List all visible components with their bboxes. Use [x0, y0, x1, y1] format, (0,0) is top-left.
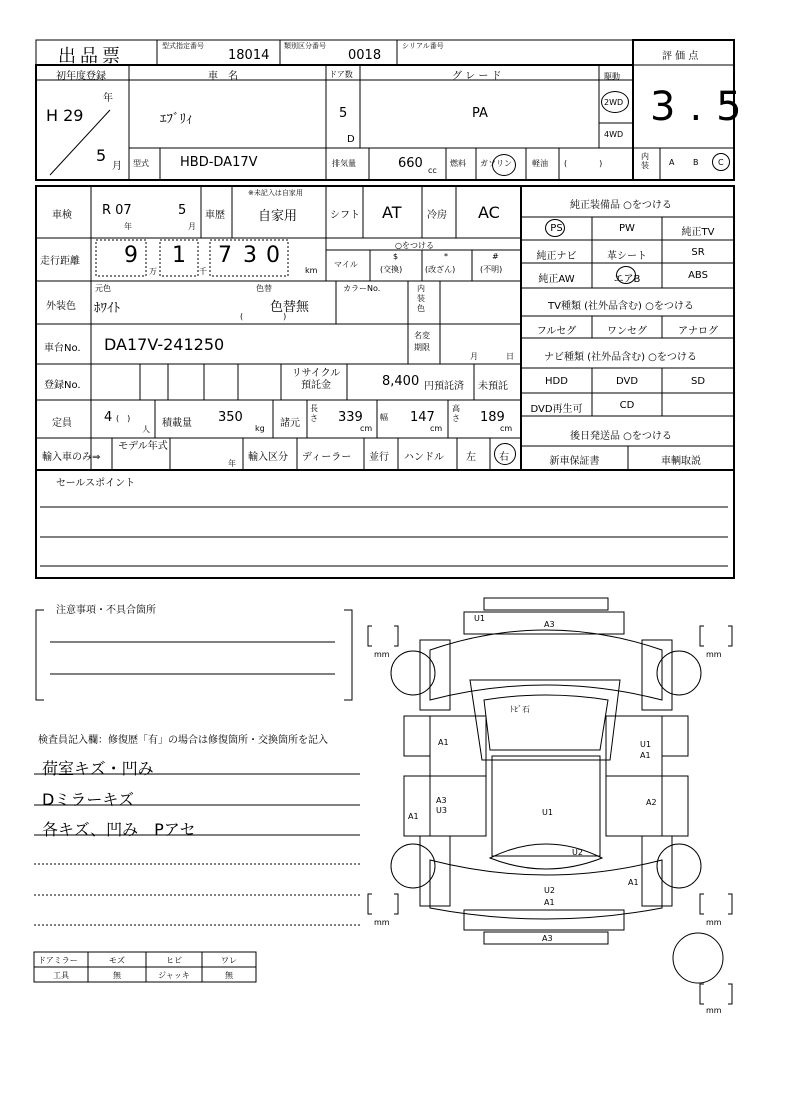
odo-unknown-symbol: # — [492, 252, 499, 261]
tv-fullseg: フルセグ — [536, 326, 577, 337]
crack-label: ヒビ — [166, 956, 182, 965]
damage-mark-10: U1 — [542, 808, 553, 817]
interior-c: C — [718, 158, 724, 167]
ac: AC — [478, 203, 500, 222]
option-ps-circle — [545, 219, 565, 237]
damage-mark-2: A3 — [544, 620, 555, 629]
color-no-label: カラーNo. — [343, 284, 381, 293]
orig-color: ﾎﾜｲﾄ — [94, 301, 120, 316]
odo-swap-label: (交換) — [380, 265, 403, 274]
width-cm: cm — [430, 424, 443, 433]
option-sr: SR — [691, 247, 705, 258]
nav-sd: SD — [690, 376, 706, 387]
doors-label: ドア数 — [329, 70, 353, 79]
damage-mark-3: ﾄﾋﾞ石 — [510, 705, 530, 714]
displacement: 660 — [398, 156, 423, 171]
type: HBD-DA17V — [180, 155, 258, 170]
odo-tamper-symbol: * — [444, 252, 448, 261]
month-unit: 月 — [112, 161, 122, 172]
damage-mark-13: A1 — [628, 878, 639, 887]
chassis-label: 車台No. — [44, 343, 81, 354]
car-name: ｴﾌﾞﾘｨ — [160, 112, 193, 127]
model-year-label: モデル年式 — [118, 441, 168, 452]
grade: PA — [472, 106, 488, 121]
odo-swap-symbol: $ — [393, 252, 399, 261]
fuel-diesel: 軽油 — [532, 159, 548, 168]
inspection-label: 車検 — [52, 210, 72, 221]
option-aw: 純正AW — [538, 274, 575, 285]
odo-unknown-label: (不明) — [480, 265, 503, 274]
mileage-sen: 千 — [199, 267, 207, 276]
drive-2wd-circle — [601, 91, 629, 113]
height: 189 — [480, 410, 505, 425]
displacement-label: 排気量 — [332, 159, 356, 168]
import-type-label: 輸入区分 — [248, 452, 288, 463]
serial-label: シリアル番号 — [402, 42, 444, 50]
doors: 5 — [339, 106, 348, 121]
later-title: 後日発送品 ○をつける — [570, 431, 672, 442]
repaint: 色替無 — [270, 300, 310, 315]
jack-label: ジャッキ — [158, 971, 190, 980]
option-navi: 純正ナビ — [536, 251, 577, 262]
mileage-digit-2: 1 — [172, 243, 186, 268]
rating-label: 評 価 点 — [662, 51, 699, 62]
import-dealer: ディーラー — [302, 452, 352, 463]
insp-month-unit: 月 — [188, 222, 196, 231]
handle-right: 右 — [499, 452, 509, 463]
name-change-label: 名変期限 — [414, 331, 430, 352]
form-title: 出品票 — [58, 46, 124, 67]
tv-analog: アナログ — [678, 326, 718, 337]
int-color-label: 内装色 — [417, 284, 425, 313]
person-unit: 人 — [142, 425, 150, 434]
option-ps: PS — [550, 223, 563, 234]
recycle-label: リサイクル預託金 — [291, 368, 341, 391]
interior-label: 内装 — [641, 152, 649, 170]
capacity: 4 — [104, 410, 113, 425]
rating-value: 3.5 — [650, 84, 756, 130]
chassis: DA17V-241250 — [104, 335, 225, 354]
option-leather: 革シート — [607, 251, 647, 262]
model-code-label: 型式指定番号 — [162, 42, 204, 50]
capacity-label: 定員 — [52, 418, 72, 429]
odo-tamper-label: (改ざん) — [425, 265, 456, 274]
year-unit: 年 — [103, 93, 113, 104]
repaint-label: 色替 — [256, 284, 272, 293]
damage-mark-1: U1 — [474, 614, 485, 623]
spare-tire-mm: mm — [706, 1006, 722, 1015]
model-code: 18014 — [228, 48, 270, 63]
selling-point-label: セールスポイント — [56, 478, 136, 489]
later-warranty: 新車保証書 — [549, 456, 600, 467]
capacity-paren: ( ) — [116, 414, 131, 423]
mileage-digit-5: 0 — [266, 243, 280, 268]
orig-color-label: 元色 — [95, 284, 111, 293]
reg-no-label: 登録No. — [44, 380, 81, 391]
tire-fl-mm: mm — [374, 650, 390, 659]
fuel-gasoline: ガソリン — [480, 159, 512, 168]
height-label: 高さ — [452, 404, 460, 423]
dims-label: 諸元 — [280, 418, 300, 429]
handle-right-circle — [494, 443, 516, 465]
first-reg-label: 初年度登録 — [56, 71, 106, 82]
inspector-label: 検査員記入欄：修復歴「有」の場合は修復箇所・交換箇所を記入 — [38, 735, 328, 746]
note-line-3: 各キズ、凹み Pアセ — [42, 820, 196, 839]
tools-label: 工具 — [53, 971, 69, 980]
kg-unit: kg — [255, 424, 265, 433]
tv-oneseg: ワンセグ — [607, 326, 647, 337]
nav-cd: CD — [619, 400, 635, 411]
name-change-day: 日 — [506, 352, 514, 361]
damage-mark-8: U3 — [436, 806, 447, 815]
jack-value: 無 — [225, 971, 233, 980]
drive-label: 駆動 — [604, 72, 620, 81]
mile-label: マイル — [334, 260, 358, 269]
nav-title: ナビ種類 (社外品含む) ○をつける — [544, 352, 697, 363]
option-airbag: エアB — [613, 274, 641, 285]
width: 147 — [410, 410, 435, 425]
model-year-unit: 年 — [228, 459, 236, 468]
damage-mark-5: U1 — [640, 740, 651, 749]
mirror-value: モズ — [109, 956, 125, 965]
length-label: 長さ — [310, 404, 318, 423]
history-note: ※未記入は自家用 — [248, 189, 303, 197]
height-cm: cm — [500, 424, 513, 433]
import-parallel: 並行 — [369, 452, 389, 463]
mileage-digit-1: 9 — [124, 243, 138, 268]
nav-dvd: DVD — [615, 376, 639, 387]
shift: AT — [382, 203, 402, 222]
fuel-circle — [492, 154, 516, 176]
handle-left: 左 — [466, 452, 476, 463]
option-airbag-circle — [616, 266, 636, 284]
interior-b: B — [693, 158, 699, 167]
damage-mark-12: U2 — [572, 848, 583, 857]
handle-label: ハンドル — [404, 452, 444, 463]
odo-circle-note: ○をつける — [395, 241, 434, 250]
note-line-2: Dミラーキズ — [42, 790, 135, 809]
load: 350 — [218, 410, 243, 425]
exterior-label: 外装色 — [46, 301, 76, 312]
damage-mark-16: A3 — [542, 934, 553, 943]
inspection-era: R 07 — [102, 203, 132, 218]
caution-label: 注意事項・不具合箇所 — [56, 605, 156, 616]
damage-mark-9: A1 — [408, 812, 419, 821]
class-code-label: 類別区分番号 — [284, 42, 326, 50]
interior-a: A — [669, 158, 675, 167]
options-title: 純正装備品 ○をつける — [570, 200, 672, 211]
km-unit: km — [305, 266, 318, 275]
mileage-man: 万 — [149, 267, 157, 276]
mileage-label: 走行距離 — [40, 256, 80, 267]
damage-mark-7: A3 — [436, 796, 447, 805]
tire-fr-mm: mm — [706, 650, 722, 659]
load-label: 積載量 — [162, 418, 192, 429]
tv-title: TV種類 (社外品含む) ○をつける — [548, 301, 694, 312]
damage-mark-6: A1 — [640, 751, 651, 760]
cc-unit: cc — [428, 166, 437, 175]
type-label: 型式 — [133, 159, 149, 168]
import-label: 輸入車のみ⇒ — [42, 452, 101, 463]
recycle-paid: 円預託済 — [424, 381, 464, 392]
damage-mark-14: U2 — [544, 886, 555, 895]
drive-2wd: 2WD — [604, 98, 624, 107]
recycle-amount: 8,400 — [382, 374, 420, 389]
fuel-label: 燃料 — [450, 159, 466, 168]
name-change-month: 月 — [470, 352, 478, 361]
inspection-month: 5 — [178, 203, 187, 218]
insp-year-unit: 年 — [124, 222, 132, 231]
nav-hdd: HDD — [545, 376, 568, 387]
nav-dvd-play: DVD再生可 — [530, 404, 583, 415]
recycle-unpaid: 未預託 — [478, 381, 508, 392]
tire-rr-mm: mm — [706, 918, 722, 927]
option-abs: ABS — [688, 270, 708, 281]
repaint-paren: ( ) — [240, 312, 287, 321]
damage-mark-4: A1 — [438, 738, 449, 747]
tire-rl-mm: mm — [374, 918, 390, 927]
note-line-1: 荷室キズ・凹み — [42, 759, 154, 778]
car-name-label: 車 名 — [208, 71, 238, 82]
class-code: 0018 — [348, 48, 382, 63]
option-pw: PW — [619, 223, 635, 234]
damage-mark-15: A1 — [544, 898, 555, 907]
tools-value: 無 — [113, 971, 121, 980]
option-tv: 純正TV — [681, 227, 715, 238]
damage-mark-11: A2 — [646, 798, 657, 807]
mirror-label: ドアミラー — [38, 956, 78, 965]
mileage-digit-3: 7 — [218, 243, 232, 268]
later-manual: 車輌取説 — [661, 456, 701, 467]
fuel-other: ( ) — [564, 159, 603, 168]
interior-c-circle — [712, 153, 730, 171]
history-label: 車歴 — [205, 210, 225, 221]
first-reg-month: 5 — [96, 146, 107, 165]
shift-label: シフト — [330, 210, 360, 221]
width-label: 幅 — [380, 413, 388, 422]
drive-4wd: 4WD — [604, 130, 624, 139]
length-cm: cm — [360, 424, 373, 433]
ac-label: 冷房 — [427, 210, 447, 221]
warp-label: ワレ — [221, 956, 237, 965]
door-suffix: D — [347, 134, 355, 145]
first-reg-era: H 29 — [46, 106, 84, 125]
length: 339 — [338, 410, 363, 425]
mileage-digit-4: 3 — [243, 243, 257, 268]
history: 自家用 — [258, 209, 298, 224]
grade-label: グ レ ー ド — [452, 71, 502, 82]
